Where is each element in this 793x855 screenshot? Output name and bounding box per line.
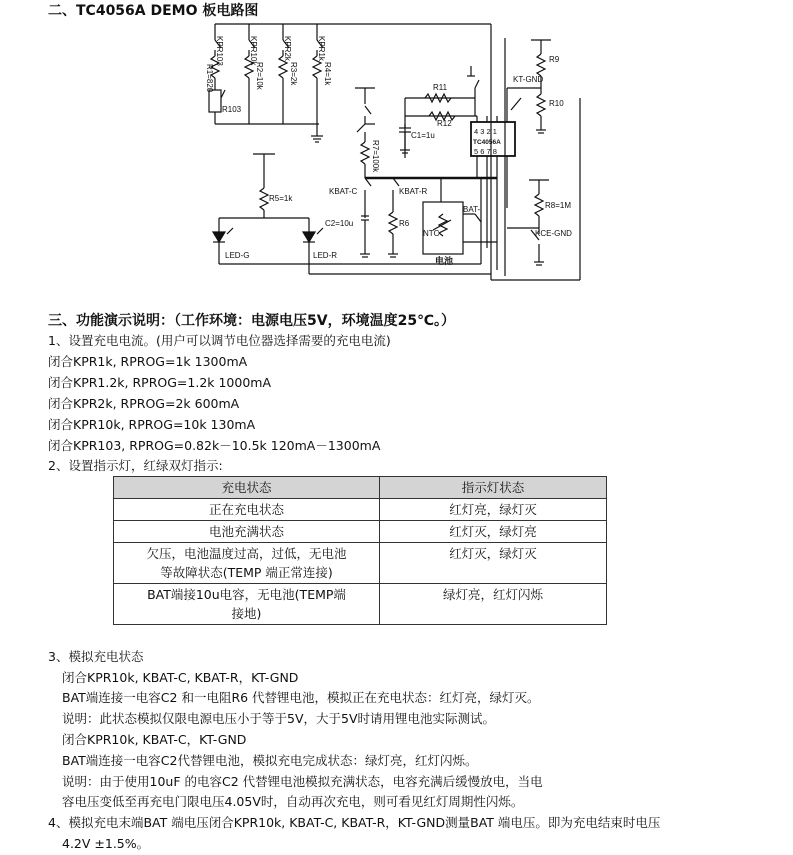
table-cell: BAT端接10u电容，无电池(TEMP端接地) [114,584,380,625]
item3-line: 说明：此状态模拟仅限电源电压小于等于5V，大于5V时请用锂电池实际测试。 [62,711,496,726]
label-r9: R9 [549,55,560,64]
item3-title: 3、模拟充电状态 [48,649,144,664]
label-led-g: LED-G [225,251,250,260]
table-row [114,584,607,625]
label-ic-pins-bottom: 5 6 7 8 [474,147,497,156]
label-kpr1k: KPR1k [317,36,326,61]
item1-line: 闭合KPR1.2k, RPROG=1.2k 1000mA [48,375,272,390]
label-r8: R8=1M [545,201,572,210]
section3-title: 三、功能演示说明：（工作环境：电源电压5V，环境温度25℃。） [48,313,456,329]
label-ntc: NTC [423,229,440,238]
item4-line: 4.2V ±1.5%。 [62,836,150,851]
label-kbat-r: KBAT-R [399,187,428,196]
table-cell: 红灯灭，绿灯亮 [380,521,607,543]
table-cell: 正在充电状态 [114,499,380,521]
item1-line: 闭合KPR2k, RPROG=2k 600mA [48,396,240,411]
item3-line: 闭合KPR10k, KBAT-C，KT-GND [62,732,247,747]
item1-line: 闭合KPR103, RPROG=0.82k－10.5k 120mA－1300mA [48,438,381,453]
item3-line: 说明：由于使用10uF 的电容C2 代替锂电池模拟充满状态，电容充满后缓慢放电，当电 [62,774,543,789]
label-r4: R4=1k [323,62,332,86]
label-kpr103: KPR103 [215,36,224,66]
indicator-status-table [113,476,607,625]
section2-title: 二、TC4056A DEMO 板电路图 [48,3,259,19]
label-ic-pins-top: 4 3 2 1 [474,127,497,136]
label-r2: R2=10k [255,62,264,90]
table-cell: 欠压，电池温度过高，过低，无电池等故障状态(TEMP 端正常连接) [114,543,380,584]
table-header-charge-status: 充电状态 [114,477,380,499]
item3-line: BAT端连接一电容C2 和一电阻R6 代替锂电池，模拟正在充电状态：红灯亮，绿灯灭。 [62,690,540,705]
label-r3: R3=2k [289,62,298,86]
item4-line: 4、模拟充电末端BAT 端电压闭合KPR10k, KBAT-C, KBAT-R，KT-GND测量BAT 端电压。即为充电结束时电压 [48,815,661,830]
label-r6: R6 [399,219,410,228]
label-ic-name: TC4056A [473,139,501,146]
label-r103: R103 [222,105,242,114]
label-led-r: LED-R [313,251,338,260]
label-kt-gnd: KT-GND [513,75,544,84]
table-cell: 电池充满状态 [114,521,380,543]
table-row [114,499,607,521]
item1-title: 1、设置充电电流。(用户可以调节电位器选择需要的充电电流) [48,333,391,348]
label-r12: R12 [437,119,452,128]
item3-line: 容电压变低至再充电门限电压4.05V时，自动再次充电，则可看见红灯周期性闪烁。 [62,794,524,809]
item3-line: BAT端连接一电容C2代替锂电池，模拟充电完成状态：绿灯亮，红灯闪烁。 [62,753,478,768]
label-r7: R7=100k [371,140,380,173]
item2-title: 2、设置指示灯，红绿双灯指示: [48,458,223,473]
table-row [114,543,607,584]
item1-line: 闭合KPR1k, RPROG=1k 1300mA [48,354,248,369]
label-bat-minus: BAT- [463,205,481,214]
circuit-schematic [195,18,605,293]
label-r5: R5=1k [269,194,293,203]
label-c2: C2=10u [325,219,354,228]
label-kbat-c: KBAT-C [329,187,358,196]
label-c1: C1=1u [411,131,435,140]
label-r10: R10 [549,99,564,108]
label-kpr2k: KPR2k [283,36,292,61]
item3-line: 闭合KPR10k, KBAT-C, KBAT-R，KT-GND [62,670,299,685]
table-row [114,521,607,543]
table-cell: 红灯灭，绿灯灭 [380,543,607,584]
table-cell: 红灯亮，绿灯灭 [380,499,607,521]
label-battery: 电池 [435,256,454,266]
label-r11: R11 [433,83,448,92]
item1-line: 闭合KPR10k, RPROG=10k 130mA [48,417,256,432]
table-cell: 绿灯亮，红灯闪烁 [380,584,607,625]
table-header-led-status: 指示灯状态 [380,477,607,499]
label-kce-gnd: KCE-GND [535,229,572,238]
label-kpr10k: KPR10k [249,36,258,66]
label-r1: R1=820 [205,64,214,93]
table-header-row [114,477,607,499]
